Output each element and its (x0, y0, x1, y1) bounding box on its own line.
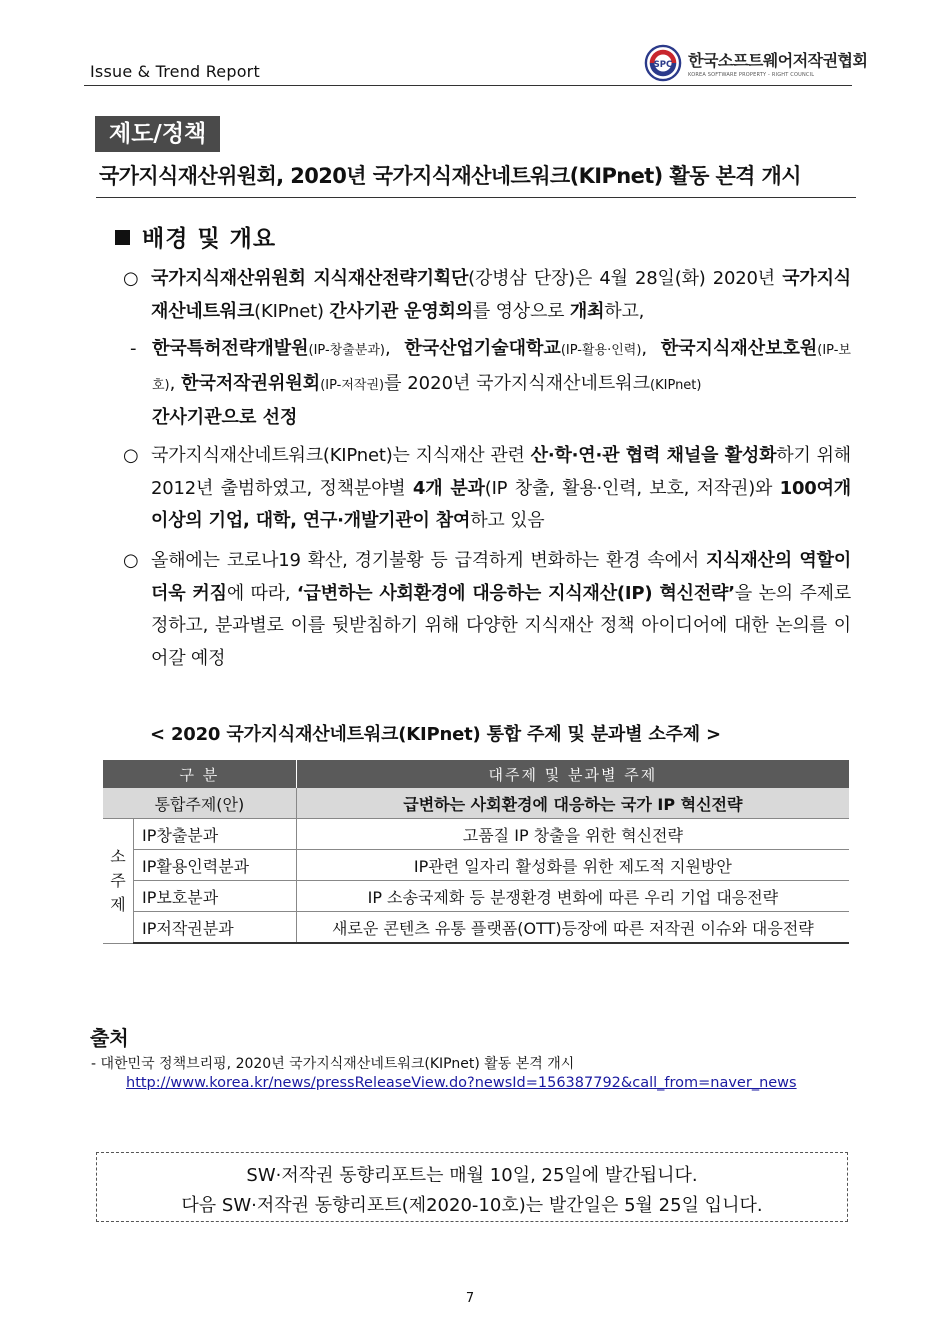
sub-bold-5: 간사기관으로 선정 (152, 407, 298, 428)
table-row (103, 881, 849, 912)
p3-text-3: 을 논의 주제로 정하고, 분과별로 이를 뒷받침하기 위해 다양한 지식재산 정책 아이디어에 대한 논의를 이어갈 예정 (151, 582, 852, 669)
dash-marker: - (130, 338, 137, 359)
table-header-row (103, 760, 849, 788)
sub-small-1: (IP-창출분과) (308, 343, 385, 358)
table-row (103, 850, 849, 881)
table-row-main (103, 788, 849, 819)
article-title: 국가지식재산위원회, 2020년 국가지식재산네트워크(KIPnet) 활동 본격 개시 (99, 164, 801, 188)
sub-text-3: , (169, 372, 182, 394)
p2-bold-3: 100여개 이상의 기업, 대학, 연구·개발기관이 참여 (151, 477, 851, 531)
sub-bold-3: 한국지식재산보호원 (660, 338, 818, 359)
p1-text-3: 를 영상으로 (472, 300, 570, 322)
p1-bold-3: 간사기관 운영회의 (329, 300, 473, 322)
p3-text-2: 에 따라, (226, 582, 297, 604)
p2-text-1: 국가지식재산네트워크(KIPnet)는 지식재산 관련 (151, 445, 531, 466)
p1-bold-2: 국가지식재산네트워크 (151, 268, 851, 322)
paragraph-2 (123, 440, 851, 538)
p2-text-2: 하기 위해 2012년 출범하였고, 정책분야별 (151, 445, 851, 499)
report-title: Issue & Trend Report (90, 62, 260, 81)
topics-table (103, 760, 849, 944)
table-row (103, 912, 849, 944)
subtopic-label: 소 주 제 (103, 819, 134, 944)
p1-text-2: (KIPnet) (254, 300, 330, 322)
sub-text-4: 를 2020년 국가지식재산네트워크 (384, 372, 651, 394)
table-row (103, 819, 849, 850)
col-header-division: 구 분 (103, 760, 296, 788)
circle-bullet-icon: ○ (123, 445, 139, 466)
circle-bullet-icon: ○ (123, 550, 139, 571)
p2-text-3: (IP 창출, 활용·인력, 보호, 저작권)와 (484, 477, 780, 499)
title-divider (96, 197, 856, 198)
association-emblem-icon (644, 44, 682, 82)
p2-text-4: 하고 있음 (470, 510, 545, 531)
topic-cell: IP관련 일자리 활성화를 위한 제도적 지원방안 (296, 850, 849, 881)
p3-bold-1: 지식재산의 역할이 더욱 커짐 (151, 550, 852, 604)
source-link[interactable]: http://www.korea.kr/news/pressReleaseView.do?newsId=156387792&call_from=naver_news (126, 1075, 797, 1091)
sub-small-3: (IP-보호) (152, 343, 851, 393)
sub-small-2: (IP-활용·인력) (560, 343, 642, 358)
main-row-topic: 급변하는 사회환경에 대응하는 국가 IP 혁신전략 (296, 788, 849, 819)
p1-bold-4: 개최 (569, 300, 605, 322)
sub-small-4: (IP-저작권) (320, 377, 385, 393)
association-logo (644, 44, 867, 82)
sub-bold-2: 한국산업기술대학교 (404, 338, 561, 359)
sub-bold-4: 한국저작권위원회 (181, 372, 321, 394)
table-caption: < 2020 국가지식재산네트워크(KIPnet) 통합 주제 및 분과별 소주제 > (150, 724, 721, 745)
p3-text-1: 올해에는 코로나19 확산, 경기불황 등 급격하게 변화하는 환경 속에서 (151, 550, 706, 571)
circle-bullet-icon: ○ (123, 268, 139, 289)
category-tag: 제도/정책 (95, 116, 220, 152)
paragraph-3 (123, 545, 851, 675)
paragraph-1 (123, 263, 851, 328)
notice-line-2: 다음 SW·저작권 동향리포트(제2020-10호)는 발간일은 5월 25일 입니다. (181, 1195, 763, 1216)
logo-name: 한국소프트웨어저작권협회 (688, 51, 868, 70)
division-cell: IP저작권분과 (134, 912, 297, 944)
section-heading (115, 220, 276, 253)
source-line: - 대한민국 정책브리핑, 2020년 국가지식재산네트워크(KIPnet) 활동 본격 개시 (91, 1056, 575, 1072)
source-heading: 출처 (90, 1026, 129, 1050)
topic-cell: 새로운 콘텐츠 유통 플랫폼(OTT)등장에 따른 저작권 이슈와 대응전략 (296, 912, 849, 944)
square-bullet-icon (115, 230, 130, 245)
p2-bold-1: 산·학·연·관 협력 채널을 활성화 (530, 445, 777, 466)
division-cell: IP창출분과 (134, 819, 297, 850)
logo-subtext: KOREA SOFTWARE PROPERTY - RIGHT COUNCIL (688, 72, 815, 78)
section-heading-text: 배경 및 개요 (142, 226, 277, 252)
topic-cell: IP 소송국제화 등 분쟁환경 변화에 따른 우리 기업 대응전략 (296, 881, 849, 912)
sub-bold-1: 한국특허전략개발원 (152, 338, 309, 359)
notice-line-1: SW·저작권 동향리포트는 매월 10일, 25일에 발간됩니다. (246, 1165, 698, 1186)
topic-cell: 고품질 IP 창출을 위한 혁신전략 (296, 819, 849, 850)
sub-text-2: , (641, 338, 661, 359)
sub-small-5: (KIPnet) (650, 377, 702, 393)
logo-badge: SPC (653, 59, 673, 70)
header-divider (84, 85, 852, 86)
p2-bold-2: 4개 분과 (412, 477, 485, 499)
p1-text-4: 하고, (604, 300, 645, 322)
paragraph-1-sub (130, 333, 851, 435)
page-number: 7 (465, 1291, 475, 1306)
col-header-topic: 대주제 및 분과별 주제 (296, 760, 849, 788)
main-row-label: 통합주제(안) (103, 788, 296, 819)
sub-text-1: , (384, 338, 405, 359)
p1-text-1: (강병삼 단장)은 4월 28일(화) 2020년 (468, 268, 783, 289)
p3-bold-2: ‘급변하는 사회환경에 대응하는 지식재산(IP) 혁신전략’ (296, 582, 735, 604)
division-cell: IP활용인력분과 (134, 850, 297, 881)
division-cell: IP보호분과 (134, 881, 297, 912)
notice-box (96, 1152, 848, 1222)
p1-bold-1: 국가지식재산위원회 지식재산전략기획단 (151, 268, 469, 289)
